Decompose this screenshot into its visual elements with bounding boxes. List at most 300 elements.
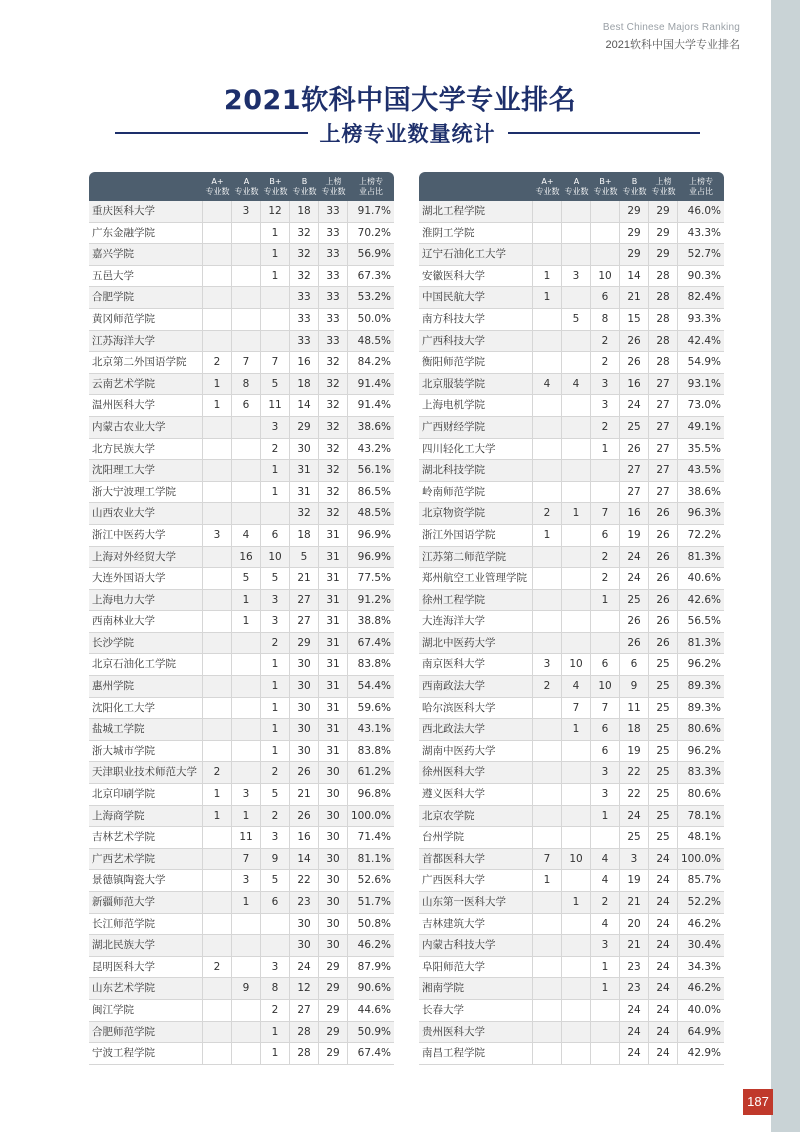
cell-listed-ratio: 59.6% <box>357 701 391 714</box>
cell-listed-count: 30 <box>319 935 348 956</box>
cell-a-plus-count <box>533 698 562 719</box>
cell-listed-count: 30 <box>319 806 348 827</box>
cell-listed-count: 32 <box>319 503 348 524</box>
cell-university-name: 山东第一医科大学 <box>419 892 533 913</box>
cell-a-count: 1 <box>562 503 591 524</box>
cell-b-count: 24 <box>620 1043 649 1064</box>
cell-b-count: 19 <box>620 870 649 891</box>
cell-university-name: 湖北工程学院 <box>419 201 533 222</box>
table-row <box>89 460 394 482</box>
cell-a-plus-count <box>203 611 232 632</box>
table-row <box>419 935 724 957</box>
cell-b-plus-count: 6 <box>591 287 620 308</box>
cell-university-name: 沈阳理工大学 <box>89 460 203 481</box>
cell-listed-count: 30 <box>319 914 348 935</box>
cell-university-name: 广西医科大学 <box>419 870 533 891</box>
cell-university-name: 广东金融学院 <box>89 223 203 244</box>
cell-b-count: 28 <box>290 1043 319 1064</box>
table-row <box>89 806 394 828</box>
cell-university-name: 辽宁石油化工大学 <box>419 244 533 265</box>
cell-listed-ratio: 93.1% <box>687 377 721 390</box>
header-cell-b-plus: B+ 专业数 <box>593 176 618 196</box>
cell-university-name: 上海电机学院 <box>419 395 533 416</box>
table-row <box>419 309 724 331</box>
cell-listed-count: 26 <box>649 503 678 524</box>
table-row <box>89 590 394 612</box>
cell-a-count <box>562 590 591 611</box>
cell-b-count: 29 <box>290 417 319 438</box>
cell-university-name: 湖北中医药大学 <box>419 633 533 654</box>
table-row <box>419 719 724 741</box>
table-row <box>89 201 394 223</box>
cell-a-plus-count: 1 <box>203 395 232 416</box>
cell-a-count <box>562 611 591 632</box>
cell-listed-count: 33 <box>319 287 348 308</box>
cell-b-count: 11 <box>620 698 649 719</box>
table-row <box>89 676 394 698</box>
cell-b-count: 14 <box>290 849 319 870</box>
cell-a-count <box>232 460 261 481</box>
cell-university-name: 吉林建筑大学 <box>419 914 533 935</box>
cell-a-count <box>562 1043 591 1064</box>
cell-b-count: 32 <box>290 503 319 524</box>
cell-b-plus-count: 1 <box>261 1022 290 1043</box>
cell-b-plus-count: 9 <box>261 849 290 870</box>
cell-b-plus-count: 2 <box>261 439 290 460</box>
cell-a-plus-count: 3 <box>203 525 232 546</box>
cell-listed-count: 24 <box>649 1022 678 1043</box>
cell-b-plus-count: 3 <box>261 827 290 848</box>
table-row <box>419 223 724 245</box>
cell-b-plus-count <box>261 309 290 330</box>
cell-university-name: 阜阳师范大学 <box>419 957 533 978</box>
cell-listed-ratio: 56.1% <box>357 464 391 477</box>
cell-b-plus-count: 7 <box>261 352 290 373</box>
cell-a-plus-count <box>533 784 562 805</box>
table-row <box>89 914 394 936</box>
cell-listed-count: 31 <box>319 633 348 654</box>
table-row <box>419 676 724 698</box>
cell-a-plus-count <box>203 244 232 265</box>
table-row <box>89 1022 394 1044</box>
cell-b-count: 24 <box>620 1022 649 1043</box>
cell-a-plus-count <box>533 806 562 827</box>
cell-listed-count: 32 <box>319 482 348 503</box>
table-row <box>419 1043 724 1065</box>
cell-university-name: 重庆医科大学 <box>89 201 203 222</box>
cell-university-name: 内蒙古科技大学 <box>419 935 533 956</box>
cell-listed-ratio: 96.9% <box>357 528 391 541</box>
table-row <box>419 287 724 309</box>
cell-b-count: 30 <box>290 935 319 956</box>
table-row <box>89 957 394 979</box>
cell-b-count: 25 <box>620 417 649 438</box>
cell-b-plus-count: 1 <box>591 978 620 999</box>
cell-a-count <box>232 1043 261 1064</box>
cell-a-count: 6 <box>232 395 261 416</box>
cell-a-plus-count <box>533 352 562 373</box>
cell-b-count: 18 <box>290 374 319 395</box>
subtitle-row <box>115 118 700 148</box>
header-cell-ratio: 上榜专 业占比 <box>359 176 383 196</box>
cell-listed-ratio: 42.4% <box>687 334 721 347</box>
cell-b-plus-count: 1 <box>261 741 290 762</box>
cell-listed-ratio: 48.1% <box>687 831 721 844</box>
cell-listed-ratio: 54.4% <box>357 680 391 693</box>
cell-b-plus-count: 7 <box>591 503 620 524</box>
page-subtitle: 上榜专业数量统计 <box>319 122 496 146</box>
cell-a-plus-count: 1 <box>203 374 232 395</box>
cell-listed-ratio: 52.7% <box>687 248 721 261</box>
cell-a-count <box>232 287 261 308</box>
cell-listed-ratio: 61.2% <box>357 766 391 779</box>
cell-listed-ratio: 73.0% <box>687 399 721 412</box>
cell-a-count <box>232 698 261 719</box>
cell-a-plus-count <box>533 309 562 330</box>
cell-a-count: 1 <box>562 719 591 740</box>
cell-university-name: 安徽医科大学 <box>419 266 533 287</box>
cell-b-plus-count <box>261 287 290 308</box>
cell-a-plus-count <box>533 244 562 265</box>
cell-university-name: 南昌工程学院 <box>419 1043 533 1064</box>
table-row <box>419 503 724 525</box>
cell-university-name: 西北政法大学 <box>419 719 533 740</box>
cell-b-plus-count <box>261 935 290 956</box>
cell-a-plus-count <box>533 611 562 632</box>
table-row <box>419 827 724 849</box>
table-row <box>419 244 724 266</box>
cell-b-plus-count: 3 <box>261 611 290 632</box>
cell-b-count: 29 <box>290 633 319 654</box>
cell-a-count <box>562 762 591 783</box>
cell-a-plus-count <box>533 439 562 460</box>
cell-a-count <box>562 352 591 373</box>
cell-a-plus-count: 1 <box>203 784 232 805</box>
cell-university-name: 衡阳师范学院 <box>419 352 533 373</box>
cell-a-plus-count <box>533 460 562 481</box>
cell-b-count: 23 <box>620 978 649 999</box>
cell-listed-ratio: 40.6% <box>687 572 721 585</box>
cell-b-count: 32 <box>290 223 319 244</box>
cell-a-count: 8 <box>232 374 261 395</box>
cell-listed-count: 31 <box>319 719 348 740</box>
table-row <box>89 547 394 569</box>
table-row <box>89 417 394 439</box>
cell-b-count: 26 <box>620 633 649 654</box>
subtitle-rule-right <box>508 132 701 134</box>
cell-b-plus-count <box>591 1000 620 1021</box>
table-row <box>89 719 394 741</box>
cell-b-count: 26 <box>620 352 649 373</box>
cell-a-plus-count <box>203 698 232 719</box>
cell-b-count: 22 <box>620 784 649 805</box>
cell-university-name: 新疆师范大学 <box>89 892 203 913</box>
cell-a-count: 1 <box>232 590 261 611</box>
cell-listed-count: 30 <box>319 892 348 913</box>
cell-b-plus-count <box>261 331 290 352</box>
cell-b-count: 24 <box>620 1000 649 1021</box>
cell-listed-count: 27 <box>649 395 678 416</box>
cell-listed-count: 24 <box>649 914 678 935</box>
header-cell-a-plus: A+ 专业数 <box>535 176 560 196</box>
cell-b-count: 25 <box>620 827 649 848</box>
cell-b-count: 30 <box>290 698 319 719</box>
cell-a-count <box>562 914 591 935</box>
cell-b-plus-count: 1 <box>261 1043 290 1064</box>
cell-b-count: 19 <box>620 741 649 762</box>
table-row <box>89 374 394 396</box>
table-row <box>89 482 394 504</box>
cell-b-plus-count: 6 <box>591 741 620 762</box>
cell-a-plus-count <box>203 914 232 935</box>
cell-b-plus-count <box>591 633 620 654</box>
cell-a-plus-count <box>203 1000 232 1021</box>
header-cell-name <box>419 172 533 201</box>
table-row <box>89 352 394 374</box>
cell-university-name: 浙江外国语学院 <box>419 525 533 546</box>
cell-a-plus-count: 3 <box>533 654 562 675</box>
table-row <box>89 439 394 461</box>
header-cell-ratio: 上榜专 业占比 <box>689 176 713 196</box>
cell-a-count <box>562 1000 591 1021</box>
cell-university-name: 广西财经学院 <box>419 417 533 438</box>
cell-listed-ratio: 46.2% <box>687 917 721 930</box>
table-row <box>419 849 724 871</box>
cell-listed-count: 32 <box>319 439 348 460</box>
cell-listed-count: 24 <box>649 1043 678 1064</box>
cell-listed-count: 27 <box>649 417 678 438</box>
table-row <box>419 784 724 806</box>
cell-university-name: 浙大宁波理工学院 <box>89 482 203 503</box>
cell-a-count: 1 <box>562 892 591 913</box>
cell-a-plus-count <box>533 201 562 222</box>
cell-listed-ratio: 50.8% <box>357 917 391 930</box>
cell-listed-ratio: 72.2% <box>687 528 721 541</box>
cell-listed-count: 25 <box>649 784 678 805</box>
cell-a-count <box>562 827 591 848</box>
cell-a-plus-count <box>533 223 562 244</box>
table-row <box>89 741 394 763</box>
cell-a-plus-count <box>533 914 562 935</box>
cell-a-count <box>232 244 261 265</box>
cell-listed-ratio: 42.6% <box>687 593 721 606</box>
cell-b-plus-count <box>591 611 620 632</box>
cell-listed-count: 30 <box>319 762 348 783</box>
cell-a-plus-count <box>203 331 232 352</box>
cell-a-count <box>562 978 591 999</box>
cell-b-count: 33 <box>290 331 319 352</box>
cell-b-count: 33 <box>290 287 319 308</box>
table-row <box>419 914 724 936</box>
cell-a-count: 10 <box>562 849 591 870</box>
cell-listed-ratio: 83.8% <box>357 744 391 757</box>
cell-university-name: 合肥师范学院 <box>89 1022 203 1043</box>
cell-university-name: 云南艺术学院 <box>89 374 203 395</box>
table-row <box>89 827 394 849</box>
cell-b-count: 15 <box>620 309 649 330</box>
cell-a-plus-count: 4 <box>533 374 562 395</box>
cell-b-count: 32 <box>290 244 319 265</box>
cell-a-plus-count: 1 <box>533 266 562 287</box>
cell-b-count: 21 <box>290 784 319 805</box>
cell-listed-count: 26 <box>649 633 678 654</box>
cell-listed-ratio: 71.4% <box>357 831 391 844</box>
cell-b-plus-count <box>591 1043 620 1064</box>
cell-b-count: 27 <box>290 1000 319 1021</box>
cell-a-plus-count <box>203 568 232 589</box>
cell-listed-count: 29 <box>319 1043 348 1064</box>
cell-listed-ratio: 67.3% <box>357 269 391 282</box>
cell-a-plus-count <box>533 762 562 783</box>
cell-a-plus-count <box>533 1022 562 1043</box>
cell-listed-ratio: 34.3% <box>687 960 721 973</box>
cell-university-name: 景德镇陶瓷大学 <box>89 870 203 891</box>
cell-listed-count: 32 <box>319 395 348 416</box>
cell-listed-ratio: 87.9% <box>357 960 391 973</box>
cell-a-plus-count: 2 <box>203 957 232 978</box>
cell-b-plus-count: 1 <box>591 439 620 460</box>
cell-listed-ratio: 91.4% <box>357 377 391 390</box>
cell-a-count <box>232 654 261 675</box>
cell-listed-ratio: 96.9% <box>357 550 391 563</box>
cell-b-count: 24 <box>620 806 649 827</box>
table-row <box>419 331 724 353</box>
cell-a-count <box>562 784 591 805</box>
cell-university-name: 嘉兴学院 <box>89 244 203 265</box>
cell-listed-count: 30 <box>319 870 348 891</box>
cell-b-count: 23 <box>290 892 319 913</box>
table-row <box>419 590 724 612</box>
cell-b-plus-count: 2 <box>591 331 620 352</box>
cell-a-plus-count <box>203 417 232 438</box>
cell-b-plus-count: 5 <box>261 870 290 891</box>
cell-a-plus-count <box>533 935 562 956</box>
cell-b-plus-count: 6 <box>261 525 290 546</box>
cell-listed-count: 24 <box>649 978 678 999</box>
cell-a-count <box>562 870 591 891</box>
cell-a-count <box>232 676 261 697</box>
cell-a-count <box>232 266 261 287</box>
table-row <box>419 957 724 979</box>
cell-university-name: 天津职业技术师范大学 <box>89 762 203 783</box>
cell-a-plus-count <box>203 201 232 222</box>
cell-a-count <box>562 287 591 308</box>
cell-a-plus-count <box>533 590 562 611</box>
cell-b-plus-count: 3 <box>261 590 290 611</box>
cell-b-plus-count <box>591 223 620 244</box>
cell-b-plus-count <box>591 201 620 222</box>
cell-a-count <box>232 1000 261 1021</box>
table-row <box>419 762 724 784</box>
cell-university-name: 长沙学院 <box>89 633 203 654</box>
cell-b-plus-count <box>591 827 620 848</box>
cell-university-name: 浙江中医药大学 <box>89 525 203 546</box>
cell-a-plus-count <box>533 331 562 352</box>
cell-a-count <box>562 1022 591 1043</box>
cell-university-name: 北京石油化工学院 <box>89 654 203 675</box>
cell-a-count <box>232 935 261 956</box>
cell-b-count: 30 <box>290 439 319 460</box>
header-english: Best Chinese Majors Ranking <box>602 22 740 33</box>
cell-listed-count: 25 <box>649 654 678 675</box>
cell-a-plus-count <box>203 439 232 460</box>
cell-university-name: 哈尔滨医科大学 <box>419 698 533 719</box>
cell-b-plus-count: 2 <box>591 568 620 589</box>
cell-listed-ratio: 80.6% <box>687 723 721 736</box>
cell-listed-ratio: 52.2% <box>687 896 721 908</box>
cell-listed-count: 33 <box>319 331 348 352</box>
cell-listed-ratio: 96.2% <box>687 658 721 671</box>
cell-b-plus-count: 1 <box>591 806 620 827</box>
cell-listed-count: 31 <box>319 611 348 632</box>
cell-b-plus-count: 4 <box>591 914 620 935</box>
cell-b-plus-count: 10 <box>591 266 620 287</box>
cell-listed-ratio: 78.1% <box>687 809 721 822</box>
cell-listed-count: 27 <box>649 374 678 395</box>
cell-a-count <box>562 439 591 460</box>
cell-a-count: 4 <box>232 525 261 546</box>
cell-a-count <box>232 417 261 438</box>
cell-university-name: 合肥学院 <box>89 287 203 308</box>
header-cell-a-plus: A+ 专业数 <box>205 176 230 196</box>
cell-university-name: 江苏第二师范学院 <box>419 547 533 568</box>
cell-a-count: 16 <box>232 547 261 568</box>
cell-listed-count: 26 <box>649 525 678 546</box>
table-row <box>419 266 724 288</box>
table-row <box>419 741 724 763</box>
cell-a-plus-count <box>203 482 232 503</box>
cell-b-count: 27 <box>290 590 319 611</box>
cell-listed-count: 32 <box>319 417 348 438</box>
cell-listed-ratio: 48.5% <box>357 507 391 520</box>
cell-a-plus-count <box>203 1043 232 1064</box>
cell-b-count: 22 <box>290 870 319 891</box>
cell-listed-count: 31 <box>319 525 348 546</box>
cell-university-name: 四川轻化工大学 <box>419 439 533 460</box>
cell-b-plus-count: 4 <box>591 849 620 870</box>
table-row <box>89 654 394 676</box>
cell-a-plus-count: 2 <box>203 762 232 783</box>
cell-listed-ratio: 100.0% <box>350 809 391 822</box>
cell-university-name: 吉林艺术学院 <box>89 827 203 848</box>
table-row <box>419 374 724 396</box>
cell-listed-count: 29 <box>319 1000 348 1021</box>
cell-university-name: 内蒙古农业大学 <box>89 417 203 438</box>
cell-a-count: 3 <box>562 266 591 287</box>
cell-b-count: 21 <box>620 935 649 956</box>
table-row <box>419 633 724 655</box>
cell-a-plus-count <box>533 827 562 848</box>
cell-b-count: 26 <box>620 331 649 352</box>
cell-university-name: 江苏海洋大学 <box>89 331 203 352</box>
cell-listed-ratio: 100.0% <box>680 852 721 865</box>
cell-a-plus-count <box>533 395 562 416</box>
cell-university-name: 温州医科大学 <box>89 395 203 416</box>
cell-b-count: 24 <box>620 395 649 416</box>
cell-university-name: 大连海洋大学 <box>419 611 533 632</box>
cell-a-count: 5 <box>562 309 591 330</box>
table-row <box>419 395 724 417</box>
cell-a-plus-count <box>203 654 232 675</box>
cell-university-name: 湖北科技学院 <box>419 460 533 481</box>
header-cell-listed: 上榜 专业数 <box>321 176 346 196</box>
cell-b-plus-count <box>591 1022 620 1043</box>
cell-a-plus-count <box>533 892 562 913</box>
table-row <box>419 547 724 569</box>
table-row <box>89 611 394 633</box>
cell-b-plus-count: 2 <box>261 633 290 654</box>
cell-listed-count: 31 <box>319 654 348 675</box>
